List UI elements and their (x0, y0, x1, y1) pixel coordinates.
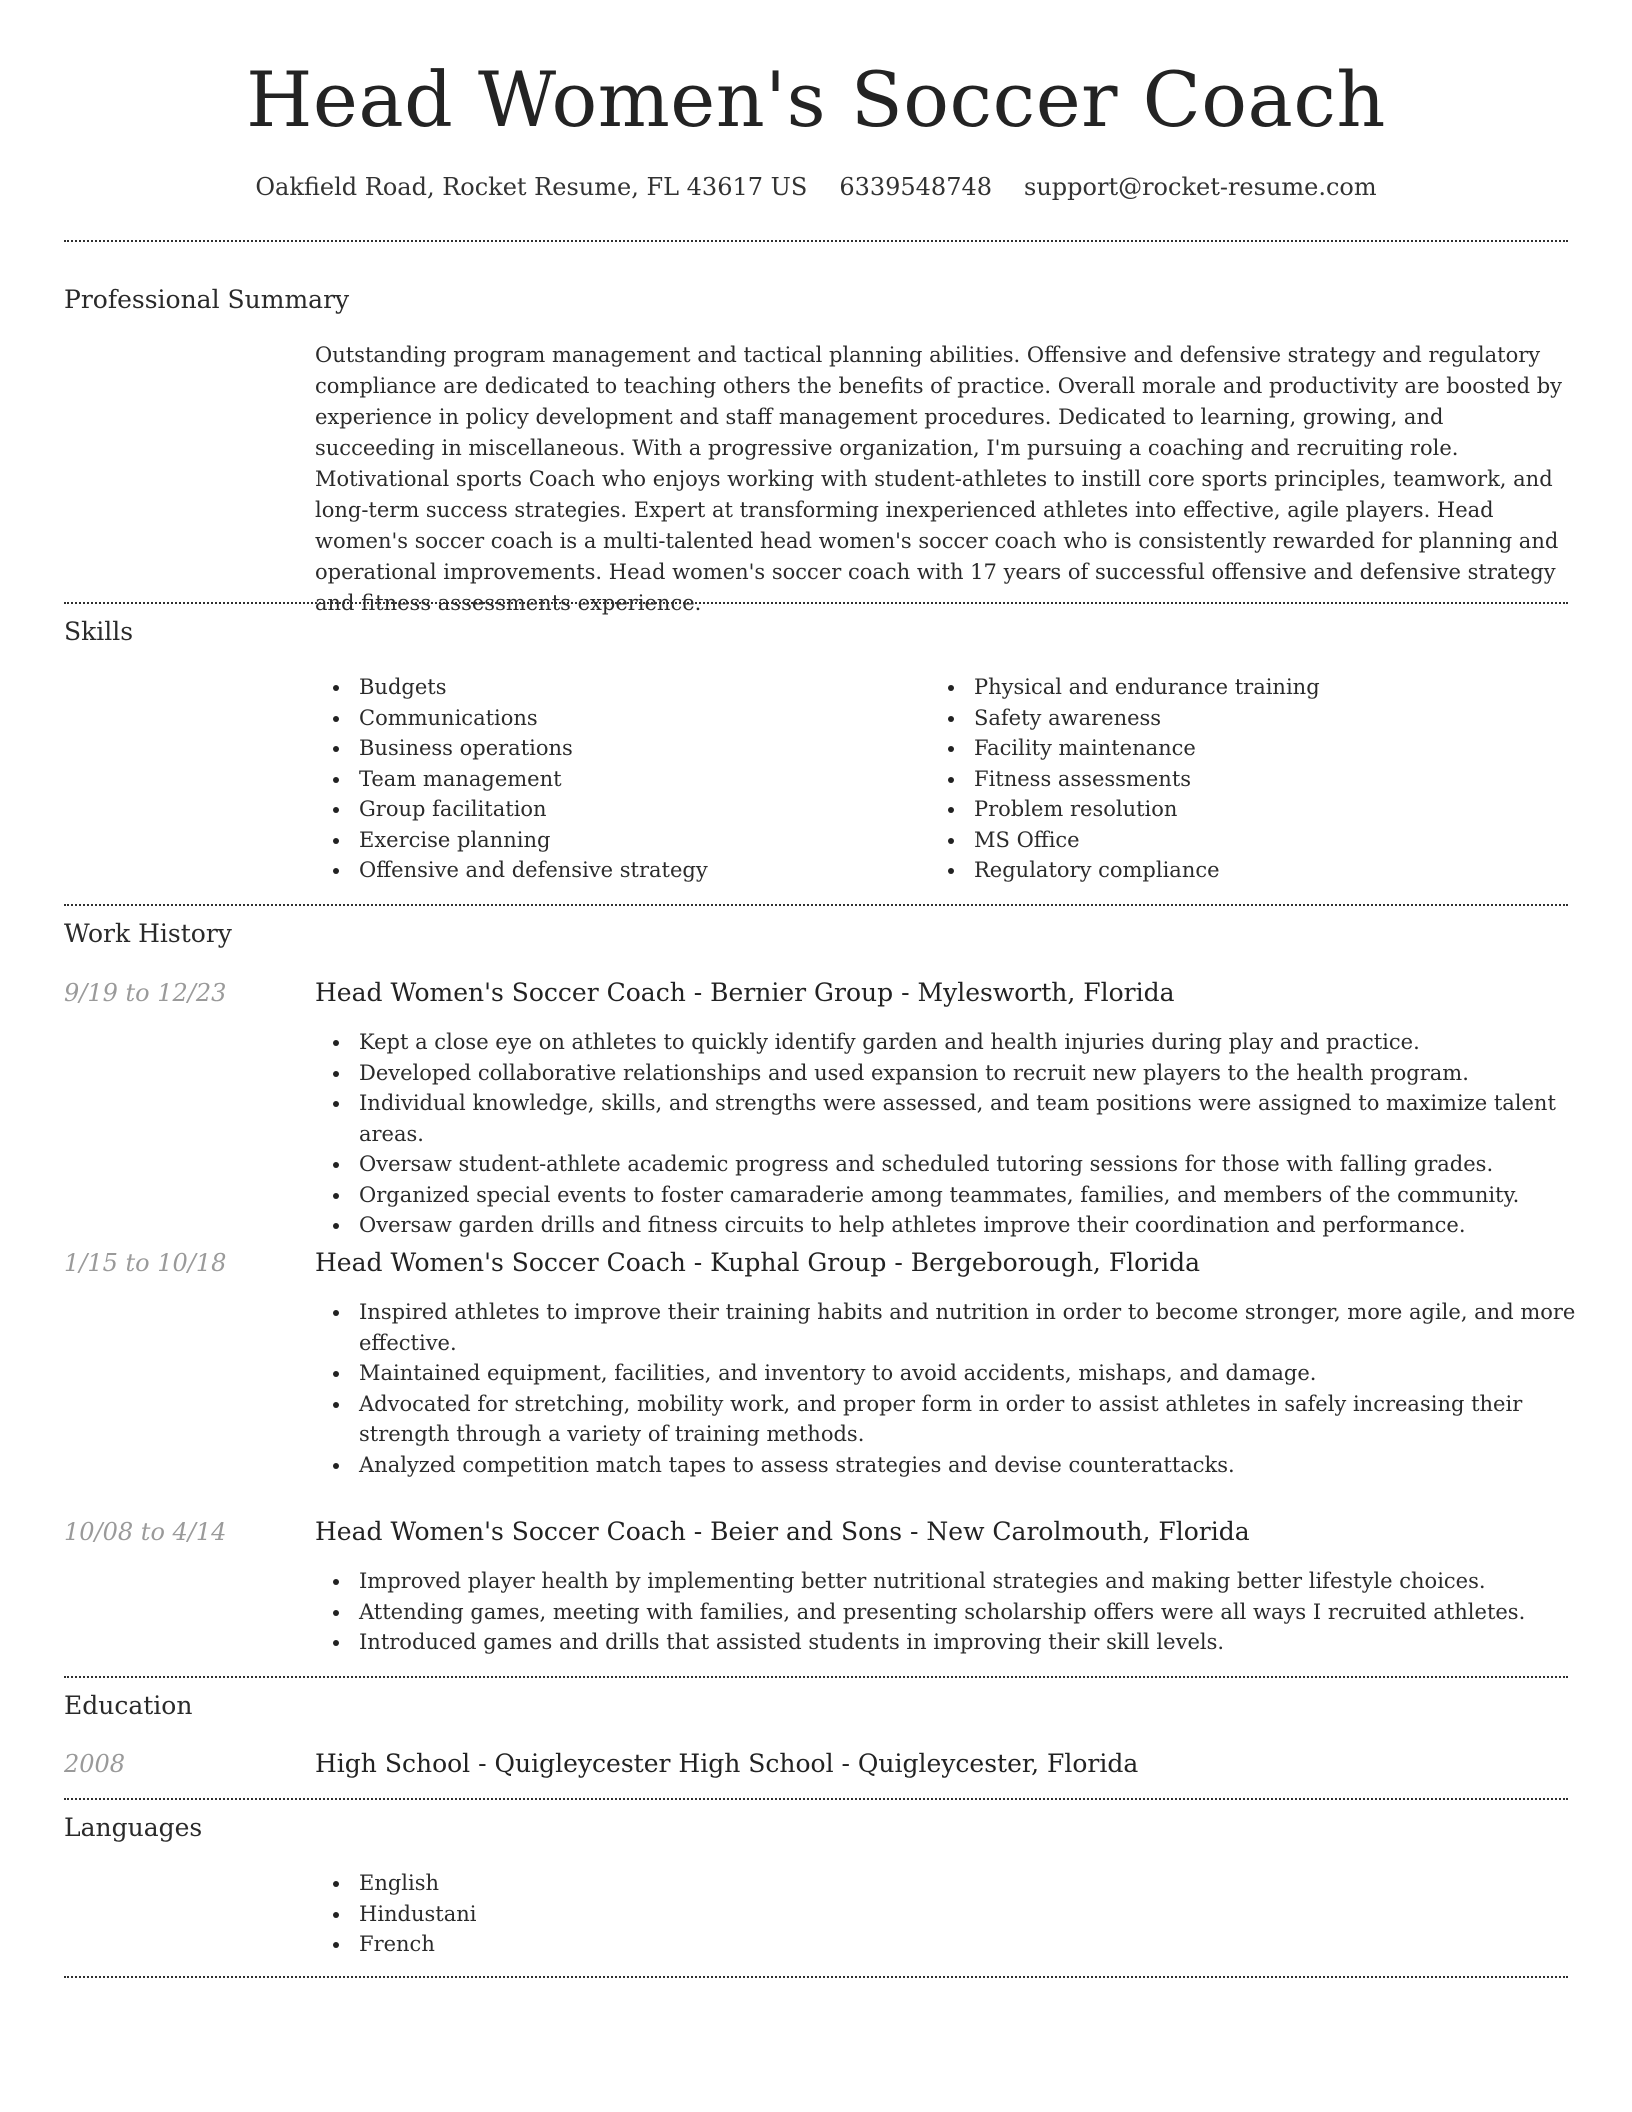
section-title-education: Education (64, 1691, 193, 1720)
divider (64, 904, 1568, 906)
languages-list (315, 1868, 959, 1960)
job-bullet: Attending games, meeting with families, and presenting scholarship offers were all ways I recruited athletes. (359, 1597, 1612, 1628)
job-dates: 1/15 to 10/18 (64, 1249, 227, 1277)
section-title-languages: Languages (64, 1813, 203, 1842)
job-dates: 9/19 to 12/23 (64, 979, 227, 1007)
skill-item: Physical and endurance training (974, 672, 1574, 703)
job-dates: 10/08 to 4/14 (64, 1518, 227, 1546)
skill-item: Fitness assessments (974, 764, 1574, 795)
job-bullet: Kept a close eye on athletes to quickly identify garden and health injuries during play and practice. (359, 1027, 1612, 1058)
skill-item: Business operations (359, 733, 919, 764)
summary-text: Outstanding program management and tactical planning abilities. Offensive and defensive strategy and regulatory compliance are dedicated to teaching others the benefits of practice. Overall morale and productivity are boosted by experience in policy development and staff management procedures. Dedicated to learning, growing, and succeeding in miscellaneous. With a progressive organization, I'm pursuing a coaching and recruiting role. Motivational sports Coach who enjoys working with student-athletes to instill core sports principles, teamwork, and long-term success strategies. Expert at transforming inexperienced athletes into effective, agile players. Head women's soccer coach is a multi-talented head women's soccer coach who is consistently rewarded for planning and operational improvements. Head women's soccer coach with 17 years of successful offensive and defensive strategy and fitness assessments experience. (315, 343, 1563, 615)
divider (64, 240, 1568, 242)
skills-list-right (930, 672, 1574, 886)
job-bullet: Oversaw garden drills and fitness circuits to help athletes improve their coordination and performance. (359, 1210, 1612, 1241)
skill-item: Budgets (359, 672, 919, 703)
contact-phone: 6339548748 (839, 173, 993, 201)
job-bullets (315, 1027, 1612, 1241)
skill-item: MS Office (974, 825, 1574, 856)
divider (64, 602, 1568, 604)
job-bullet: Maintained equipment, facilities, and inventory to avoid accidents, mishaps, and damage. (359, 1358, 1612, 1389)
skill-item: Regulatory compliance (974, 855, 1574, 886)
job-bullet: Advocated for stretching, mobility work, and proper form in order to assist athletes in safely increasing their strength through a variety of training methods. (359, 1389, 1612, 1450)
job-bullet: Oversaw student-athlete academic progress and scheduled tutoring sessions for those with falling grades. (359, 1149, 1612, 1180)
job-bullet: Individual knowledge, skills, and strengths were assessed, and team positions were assigned to maximize talent areas. (359, 1088, 1612, 1149)
skill-item: Team management (359, 764, 919, 795)
divider (64, 1798, 1568, 1800)
job-bullets (315, 1297, 1612, 1480)
job-bullet: Inspired athletes to improve their training habits and nutrition in order to become stronger, more agile, and more effective. (359, 1297, 1612, 1358)
job-heading: Head Women's Soccer Coach - Kuphal Group - Bergeborough, Florida (315, 1248, 1201, 1277)
education-heading: High School - Quigleycester High School - Quigleycester, Florida (315, 1749, 1139, 1778)
skill-item: Facility maintenance (974, 733, 1574, 764)
job-bullet: Analyzed competition match tapes to assess strategies and devise counterattacks. (359, 1450, 1612, 1481)
skill-item: Exercise planning (359, 825, 919, 856)
language-item: French (359, 1929, 959, 1960)
job-bullet: Improved player health by implementing better nutritional strategies and making better lifestyle choices. (359, 1566, 1612, 1597)
contact-line (0, 170, 1632, 204)
job-bullets (315, 1566, 1612, 1658)
section-title-skills: Skills (64, 617, 134, 646)
contact-email: support@rocket-resume.com (1024, 173, 1377, 201)
skills-list-left (315, 672, 919, 886)
language-item: Hindustani (359, 1899, 959, 1930)
skill-item: Communications (359, 703, 919, 734)
divider (64, 1976, 1568, 1978)
education-year: 2008 (64, 1750, 126, 1778)
skill-item: Safety awareness (974, 703, 1574, 734)
language-item: English (359, 1868, 959, 1899)
job-heading: Head Women's Soccer Coach - Beier and Sons - New Carolmouth, Florida (315, 1517, 1250, 1546)
resume-name-heading: Head Women's Soccer Coach (246, 55, 1386, 144)
job-bullet: Developed collaborative relationships and used expansion to recruit new players to the health program. (359, 1058, 1612, 1089)
job-bullet: Introduced games and drills that assisted students in improving their skill levels. (359, 1627, 1612, 1658)
contact-address: Oakfield Road, Rocket Resume, FL 43617 US (255, 173, 808, 201)
job-heading: Head Women's Soccer Coach - Bernier Group - Mylesworth, Florida (315, 978, 1175, 1007)
section-title-summary: Professional Summary (64, 285, 350, 314)
skill-item: Problem resolution (974, 794, 1574, 825)
divider (64, 1676, 1568, 1678)
section-title-work-history: Work History (64, 919, 232, 948)
skill-item: Offensive and defensive strategy (359, 855, 919, 886)
skill-item: Group facilitation (359, 794, 919, 825)
job-bullet: Organized special events to foster camaraderie among teammates, families, and members of the community. (359, 1180, 1612, 1211)
